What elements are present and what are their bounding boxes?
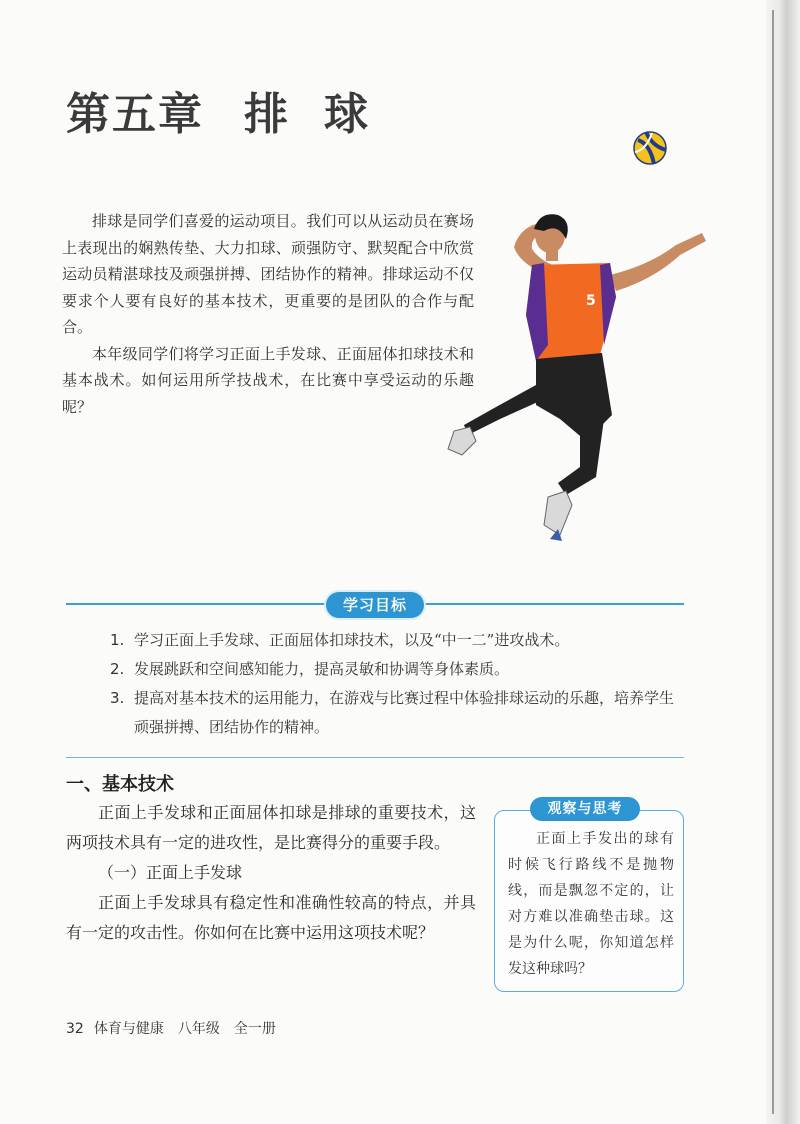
jersey-number: 5 [586, 293, 596, 309]
learning-goal-item [110, 626, 680, 655]
page-footer [66, 1018, 276, 1038]
book-title: 体育与健康 八年级 全一册 [93, 1021, 276, 1037]
section-body [66, 798, 476, 948]
observe-think-badge: 观察与思考 [530, 797, 640, 821]
intro-text [62, 208, 474, 420]
goal-number: 3. [110, 689, 125, 707]
observe-think-text: 正面上手发出的球有时候飞行路线不是抛物线，而是飘忽不定的，让对方难以准确垫击球。这是为什么呢，你知道怎样发这种球吗？ [508, 831, 674, 977]
goal-number: 1. [110, 631, 125, 649]
goal-text: 发展跳跃和空间感知能力，提高灵敏和协调等身体素质。 [134, 660, 510, 678]
chapter-number: 第五章 [66, 89, 204, 140]
learning-goals-badge: 学习目标 [326, 592, 424, 618]
chapter-title [66, 78, 370, 142]
intro-paragraph-1: 排球是同学们喜爱的运动项目。我们可以从运动员在赛场上表现出的娴熟传垫、大力扣球、顽强防守、默契配合中欣赏运动员精湛球技及顽强拼搏、团结协作的精神。排球运动不仅要求个人要有良好的基本技术，更重要的是团队的合作与配合。 [62, 212, 474, 336]
section-heading: 一、基本技术 [66, 774, 174, 795]
section-paragraph-2: 正面上手发球具有稳定性和准确性较高的特点，并具有一定的攻击性。你如何在比赛中运用这项技术呢？ [66, 893, 476, 942]
page-edge-line [772, 10, 774, 1114]
learning-goals-bottom-divider [66, 757, 684, 758]
section-paragraph-1: 正面上手发球和正面屈体扣球是排球的重要技术，这两项技术具有一定的进攻性，是比赛得分的重要手段。 [66, 803, 476, 852]
learning-goal-item [110, 684, 680, 742]
chapter-title-char-2: 球 [324, 89, 370, 140]
intro-paragraph-2: 本年级同学们将学习正面上手发球、正面屈体扣球技术和基本战术。如何运用所学技战术，在比赛中享受运动的乐趣呢？ [62, 344, 474, 416]
chapter-title-char-1: 排 [244, 89, 290, 140]
volleyball-player-illustration [440, 205, 720, 545]
page-number: 32 [66, 1021, 84, 1037]
goal-number: 2. [110, 660, 125, 678]
goal-text: 提高对基本技术的运用能力，在游戏与比赛过程中体验排球运动的乐趣，培养学生顽强拼搏、团结协作的精神。 [134, 689, 675, 736]
volleyball-icon [632, 130, 668, 166]
learning-goal-item [110, 655, 680, 684]
sub-heading: （一）正面上手发球 [98, 863, 243, 882]
learning-goals-list [110, 626, 680, 742]
goal-text: 学习正面上手发球、正面屈体扣球技术，以及“中一二”进攻战术。 [134, 631, 570, 649]
